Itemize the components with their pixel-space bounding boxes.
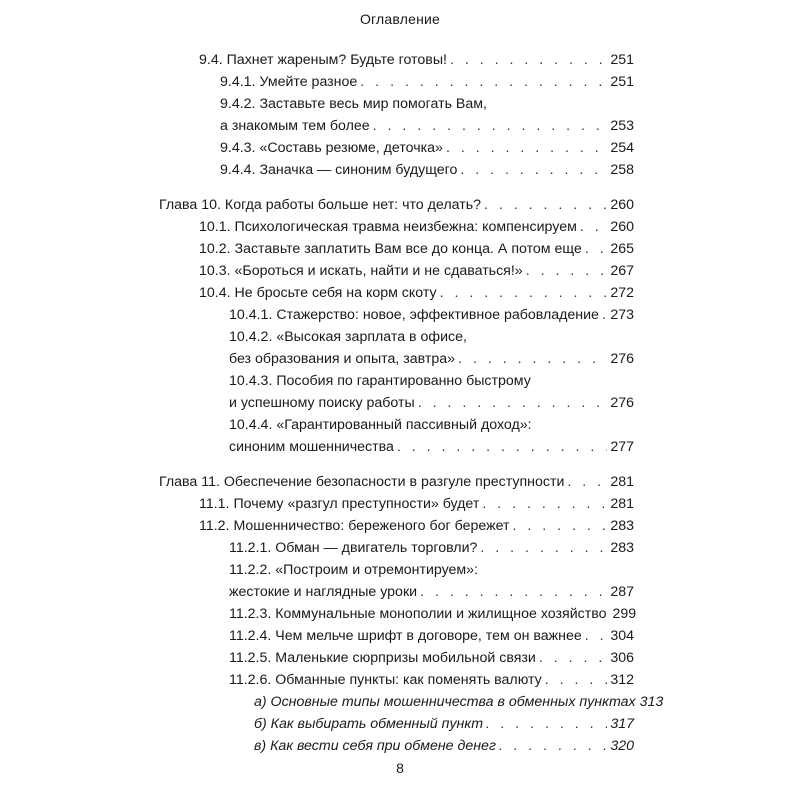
- toc-entry-page: 272: [610, 285, 634, 301]
- toc-entry[interactable]: [229, 578, 634, 600]
- toc-entry-title: 10.4.1. Стажерство: новое, эффективное рабовладение: [229, 307, 599, 323]
- toc-entry-page: 283: [610, 518, 634, 534]
- toc-entry[interactable]: [229, 534, 634, 556]
- toc-entry[interactable]: [229, 389, 634, 411]
- dot-leader: [526, 263, 608, 279]
- toc-entry-title: 10.4. Не бросьте себя на корм скоту: [199, 285, 437, 301]
- toc-entry-title: 11.2.1. Обман — двигатель торговли?: [229, 540, 478, 556]
- toc-entry-title: Глава 10. Когда работы больше нет: что делать?: [159, 197, 481, 213]
- toc-entry-page: 260: [610, 197, 634, 213]
- toc-chapter-entry[interactable]: [159, 191, 634, 213]
- toc-entry[interactable]: [199, 257, 634, 279]
- toc-subentry[interactable]: [254, 732, 634, 754]
- toc-entry-title: 11.2. Мошенничество: береженого бог бережет: [199, 518, 510, 534]
- toc-entry-page: 273: [610, 307, 634, 323]
- toc-entry[interactable]: [220, 68, 634, 90]
- toc-entry-title: синоним мошенничества: [229, 439, 394, 455]
- toc-entry-page: 281: [610, 496, 634, 512]
- dot-leader: [499, 738, 607, 754]
- toc-chapter-entry[interactable]: [159, 468, 634, 490]
- toc-entry[interactable]: [229, 666, 634, 688]
- toc-entry-page: 253: [610, 118, 634, 134]
- toc-entry-page: 317: [610, 716, 634, 732]
- toc-entry-page: 267: [610, 263, 634, 279]
- dot-leader: [480, 540, 607, 556]
- toc-entry-page: 283: [610, 540, 634, 556]
- toc-entry-title: 9.4.3. «Составь резюме, деточка»: [220, 140, 443, 156]
- toc-entry-title: 11.2.5. Маленькие сюрпризы мобильной связи: [229, 650, 536, 666]
- toc-entry[interactable]: [229, 600, 637, 622]
- dot-leader: [373, 118, 608, 134]
- toc-entry-title: 11.2.4. Чем мельче шрифт в договоре, тем он важнее: [229, 628, 582, 644]
- toc-entry-title: без образования и опыта, завтра»: [229, 351, 456, 367]
- toc-entry-page: 276: [610, 395, 634, 411]
- toc-entry-title: 10.2. Заставьте заплатить Вам все до конца. А потом еще: [199, 241, 582, 257]
- page-header: Оглавление: [359, 11, 441, 27]
- toc-entry-title-line: 10.4.3. Пособия по гарантированно быстрому: [229, 373, 531, 389]
- toc-entry-title: 9.4. Пахнет жареным? Будьте готовы!: [199, 52, 447, 68]
- toc-entry-title: 10.3. «Бороться и искать, найти и не сдаваться!»: [199, 263, 523, 279]
- toc-entry[interactable]: [199, 46, 634, 68]
- toc-entry[interactable]: [229, 301, 634, 323]
- toc-entry-page: 276: [610, 351, 634, 367]
- toc-entry-page: 287: [610, 584, 634, 600]
- dot-leader: [567, 474, 607, 490]
- toc-entry-page: 299: [612, 606, 637, 622]
- toc-entry[interactable]: [220, 156, 634, 178]
- toc-entry-title: 11.2.6. Обманные пункты: как поменять валюту: [229, 672, 542, 688]
- toc-entry-title: в) Как вести себя при обмене денег: [254, 738, 496, 754]
- toc-subentry[interactable]: [254, 710, 634, 732]
- page-number: 8: [396, 760, 404, 776]
- dot-leader: [484, 197, 607, 213]
- toc-entry[interactable]: [229, 644, 634, 666]
- dot-leader: [440, 285, 608, 301]
- dot-leader: [580, 219, 607, 235]
- toc-entry-page: 258: [610, 162, 634, 178]
- toc-entry-title: и успешному поиску работы: [229, 395, 415, 411]
- dot-leader: [420, 584, 607, 600]
- toc-entry-page: 320: [610, 738, 634, 754]
- toc-entry-title: 9.4.1. Умейте разное: [220, 74, 358, 90]
- dot-leader: [360, 74, 607, 90]
- toc-entry-page: 260: [610, 219, 634, 235]
- toc-entry-title: жестокие и наглядные уроки: [229, 584, 418, 600]
- toc-entry-title: Глава 11. Обеспечение безопасности в разгуле преступности: [159, 474, 565, 490]
- dot-leader: [460, 162, 607, 178]
- toc-entry-page: 251: [610, 74, 634, 90]
- toc-entry-page: 281: [610, 474, 634, 490]
- toc-entry-title: 9.4.4. Заначка — синоним будущего: [220, 162, 458, 178]
- toc-entry-page: 312: [610, 672, 634, 688]
- toc-entry-page: 277: [610, 439, 634, 455]
- toc-entry[interactable]: [199, 279, 634, 301]
- toc-entry[interactable]: [199, 213, 634, 235]
- toc-subentry[interactable]: [254, 688, 664, 710]
- toc-entry-title: а знакомым тем более: [220, 118, 370, 134]
- toc-entry-page: 251: [610, 52, 634, 68]
- dot-leader: [539, 650, 608, 666]
- toc-entry-page: 313: [639, 694, 664, 710]
- dot-leader: [458, 351, 607, 367]
- dot-leader: [545, 672, 608, 688]
- toc-entry-title-line: 10.4.2. «Высокая зарплата в офисе,: [229, 329, 467, 345]
- toc-entry[interactable]: [220, 112, 634, 134]
- dot-leader: [482, 496, 607, 512]
- dot-leader: [418, 395, 608, 411]
- toc-entry[interactable]: [229, 622, 634, 644]
- toc-entry-page: 265: [610, 241, 634, 257]
- toc-entry-page: 304: [610, 628, 634, 644]
- toc-entry-title: б) Как выбирать обменный пункт: [254, 716, 484, 732]
- dot-leader: [446, 140, 607, 156]
- toc-entry[interactable]: [229, 345, 634, 367]
- toc-entry-title-line: 10.4.4. «Гарантированный пассивный доход»:: [229, 417, 532, 433]
- toc-entry[interactable]: [199, 512, 634, 534]
- dot-leader: [513, 518, 608, 534]
- toc-entry-page: 306: [610, 650, 634, 666]
- dot-leader: [486, 716, 607, 732]
- dot-leader: [397, 439, 607, 455]
- toc-entry[interactable]: [199, 235, 634, 257]
- toc-entry-title-line: 11.2.2. «Построим и отремонтируем»:: [229, 562, 479, 578]
- toc-entry-title: 10.1. Психологическая травма неизбежна: компенсируем: [199, 219, 577, 235]
- toc-entry-page: 254: [610, 140, 634, 156]
- toc-entry-title: 11.2.3. Коммунальные монополии и жилищное хозяйство: [229, 606, 607, 622]
- dot-leader: [602, 307, 607, 323]
- toc-entry[interactable]: [199, 490, 634, 512]
- toc-entry-title-line: 9.4.2. Заставьте весь мир помогать Вам,: [220, 96, 487, 112]
- toc-entry[interactable]: [229, 433, 634, 455]
- dot-leader: [450, 52, 607, 68]
- toc-entry-title: а) Основные типы мошенничества в обменных пунктах: [254, 694, 636, 710]
- toc-entry-title: 11.1. Почему «разгул преступности» будет: [199, 496, 480, 512]
- dot-leader: [585, 628, 608, 644]
- dot-leader: [585, 241, 608, 257]
- toc-entry[interactable]: [220, 134, 634, 156]
